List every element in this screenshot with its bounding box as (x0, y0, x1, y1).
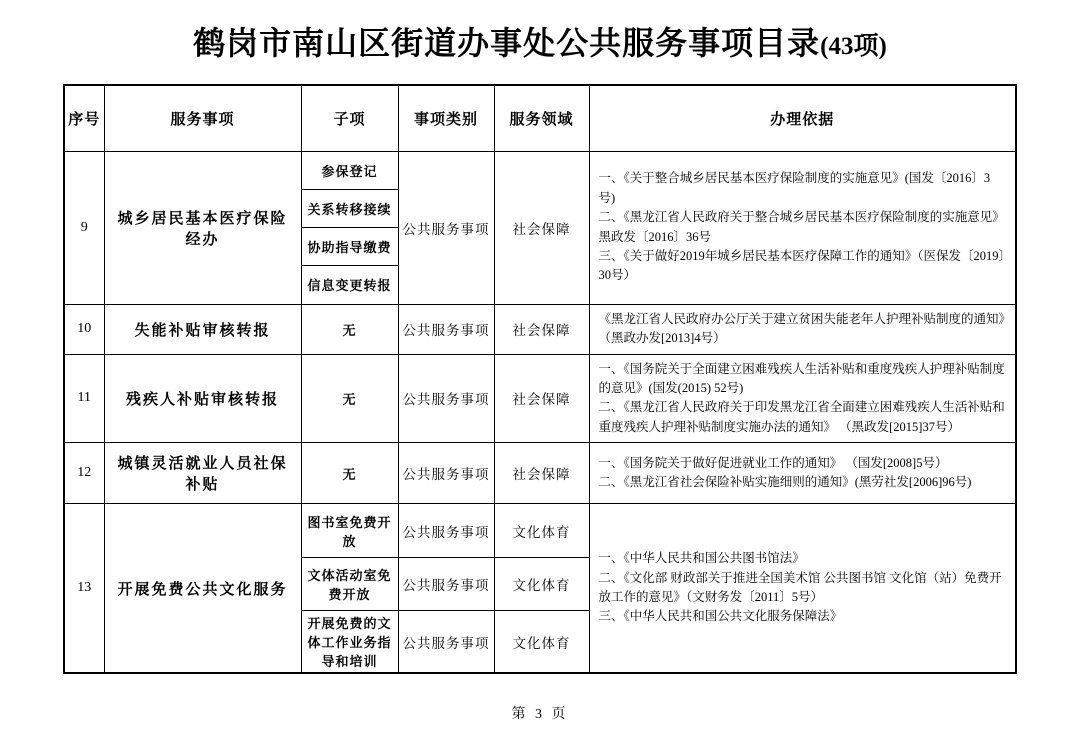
page-title-main: 鹤岗市南山区街道办事处公共服务事项目录 (193, 25, 821, 61)
sub-item-cell: 信息变更转报 (301, 265, 398, 304)
sub-item-cell: 开展免费的文体工作业务指导和培训 (301, 611, 398, 674)
item-category-cell: 公共服务事项 (398, 443, 494, 504)
basis-line: 《黑龙江省人民政府办公厅关于建立贫困失能老年人护理补贴制度的通知》（黑政办发[2013]4号） (598, 311, 1005, 345)
service-item-cell: 开展免费公共文化服务 (104, 504, 301, 674)
service-field-cell: 社会保障 (494, 354, 589, 443)
table-row (64, 304, 1016, 354)
service-item-cell: 残疾人补贴审核转报 (104, 354, 301, 443)
basis-cell (589, 354, 1016, 443)
row-index-cell: 10 (64, 304, 104, 354)
col-header-sub-item: 子项 (301, 85, 398, 151)
row-index-cell: 12 (64, 443, 104, 504)
basis-line: 一、《关于整合城乡居民基本医疗保险制度的实施意见》(国发〔2016〕3号) (598, 171, 991, 205)
basis-line: 二、《文化部 财政部关于推进全国美术馆 公共图书馆 文化馆（站）免费开放工作的意见》（文财务发〔2011〕5号） (598, 570, 1002, 604)
sub-item-cell: 协助指导缴费 (301, 227, 398, 265)
item-category-cell: 公共服务事项 (398, 354, 494, 443)
col-header-index: 序号 (64, 85, 104, 151)
basis-line: 二、《黑龙江省社会保险补贴实施细则的通知》(黑劳社发[2006]96号) (598, 475, 972, 489)
table-row (64, 443, 1016, 504)
sub-item-cell: 无 (301, 443, 398, 504)
col-header-category: 事项类别 (398, 85, 494, 151)
sub-item-cell: 无 (301, 354, 398, 443)
table-row (64, 151, 1016, 189)
basis-line: 一、《国务院关于做好促进就业工作的通知》 （国发[2008]5号） (598, 455, 948, 470)
sub-item-cell: 文体活动室免费开放 (301, 558, 398, 611)
service-field-cell: 文化体育 (494, 504, 589, 558)
basis-line: 二、《黑龙江省人民政府关于印发黑龙江省全面建立困难残疾人生活补贴和重度残疾人护理补贴制度实施办法的通知》 （黑政发[2015]37号） (598, 400, 1005, 434)
item-category-cell: 公共服务事项 (398, 504, 494, 558)
service-field-cell: 社会保障 (494, 304, 589, 354)
basis-line: 一、《国务院关于全面建立困难残疾人生活补贴和重度残疾人护理补贴制度的意见》(国发(2015) 52号) (598, 361, 1005, 395)
sub-item-cell: 图书室免费开放 (301, 504, 398, 558)
basis-cell (589, 151, 1016, 304)
basis-line: 一、《中华人民共和国公共图书馆法》 (598, 551, 805, 566)
basis-cell (589, 504, 1016, 674)
table-row (64, 354, 1016, 443)
page-title (0, 18, 1080, 64)
service-field-cell: 文化体育 (494, 611, 589, 674)
col-header-field: 服务领域 (494, 85, 589, 151)
row-index-cell: 9 (64, 151, 104, 304)
service-items-table (63, 84, 1017, 674)
row-index-cell: 11 (64, 354, 104, 443)
service-item-cell: 城镇灵活就业人员社保补贴 (104, 443, 301, 504)
service-field-cell: 社会保障 (494, 151, 589, 304)
sub-item-cell: 关系转移接续 (301, 189, 398, 227)
col-header-service: 服务事项 (104, 85, 301, 151)
item-category-cell: 公共服务事项 (398, 151, 494, 304)
table-row (64, 504, 1016, 558)
row-index-cell: 13 (64, 504, 104, 674)
item-category-cell: 公共服务事项 (398, 611, 494, 674)
item-category-cell: 公共服务事项 (398, 558, 494, 611)
basis-cell (589, 304, 1016, 354)
sub-item-cell: 参保登记 (301, 151, 398, 189)
service-field-cell: 社会保障 (494, 443, 589, 504)
table-header-row (64, 85, 1016, 151)
basis-line: 二、《黑龙江省人民政府关于整合城乡居民基本医疗保险制度的实施意见》黑政发〔2016〕36号 (598, 210, 1005, 244)
basis-line: 三、《中华人民共和国公共文化服务保障法》 (598, 609, 843, 624)
basis-cell (589, 443, 1016, 504)
service-field-cell: 文化体育 (494, 558, 589, 611)
col-header-basis: 办理依据 (589, 85, 1016, 151)
service-item-cell: 城乡居民基本医疗保险经办 (104, 151, 301, 304)
page-title-suffix: (43项) (820, 33, 887, 60)
item-category-cell: 公共服务事项 (398, 304, 494, 354)
sub-item-cell: 无 (301, 304, 398, 354)
basis-line: 三、《关于做好2019年城乡居民基本医疗保障工作的通知》（医保发〔2019〕30号） (598, 248, 1005, 283)
service-item-cell: 失能补贴审核转报 (104, 304, 301, 354)
page-number: 第 3 页 (511, 707, 569, 722)
